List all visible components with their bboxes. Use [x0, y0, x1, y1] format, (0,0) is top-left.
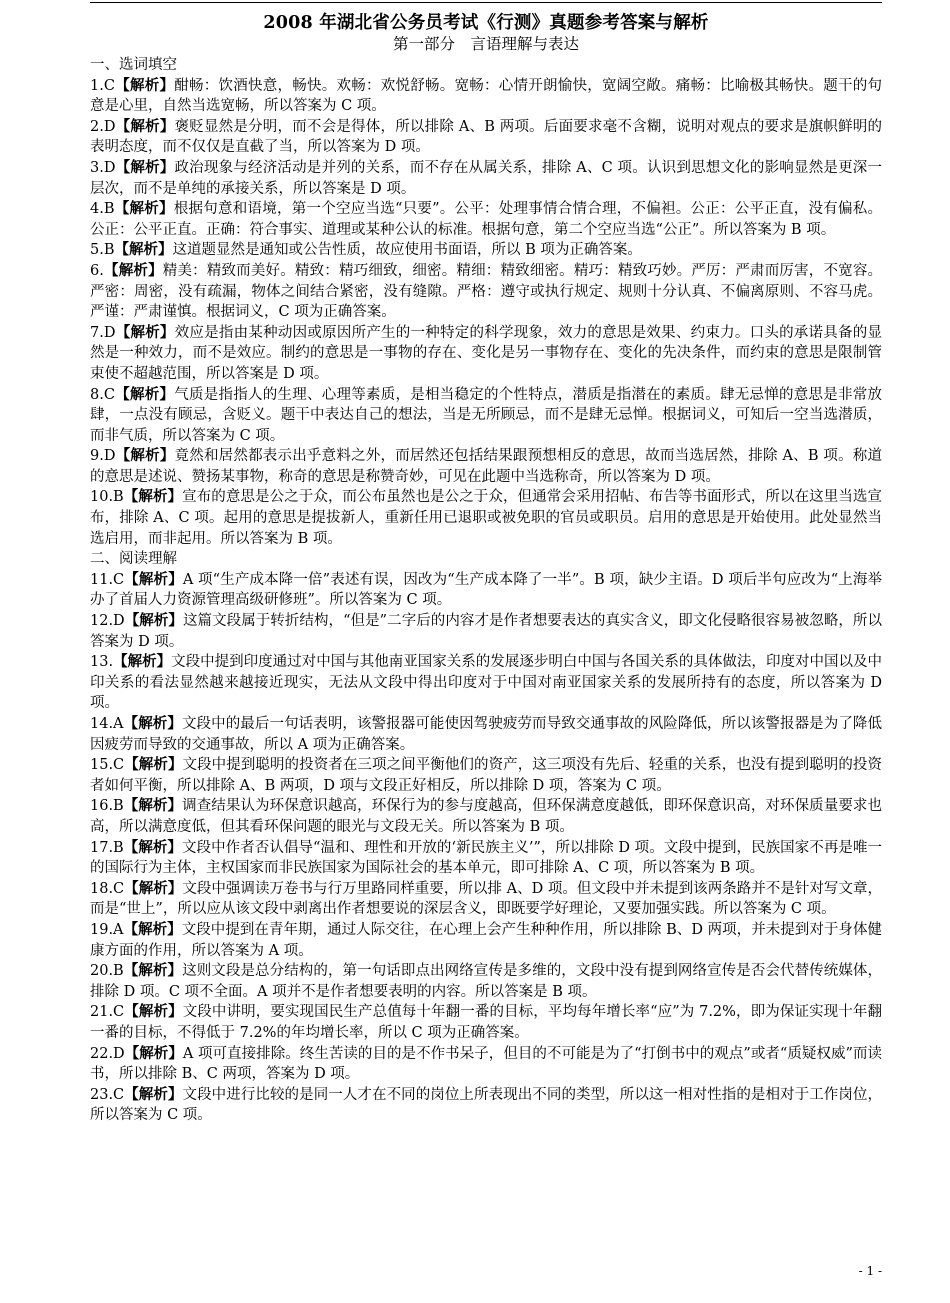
answer-item: [90, 838, 882, 879]
answer-number: 16.B: [90, 798, 124, 815]
section-heading: 二、阅读理解: [90, 551, 177, 568]
answer-text: 文段中提到在青年期，通过人际交往，在心理上会产生种种作用，所以排除 B、D 两项，并未提到对于身体健康方面的作用，所以答案为 A 项。: [90, 921, 882, 959]
section-reading-comprehension: [90, 549, 882, 1126]
answer-item: [90, 796, 882, 837]
analysis-tag: 【解析】: [115, 117, 175, 135]
part-subtitle: 第一部分 言语理解与表达: [392, 35, 579, 53]
analysis-tag: 【解析】: [114, 241, 173, 259]
analysis-tag: 【解析】: [124, 612, 183, 630]
answer-item: [90, 487, 882, 549]
answer-number: 17.B: [90, 839, 124, 856]
analysis-tag: 【解析】: [124, 1085, 183, 1103]
answer-item: [90, 611, 882, 652]
answer-text: 调查结果认为环保意识越高，环保行为的参与度越高，但环保满意度越低，即环保意识高，对环保质量要求也高，所以满意度低，但其看环保问题的眼光与文段无关。所以答案为 B 项。: [90, 798, 883, 835]
answer-item: [90, 117, 882, 158]
analysis-tag: 【解析】: [113, 653, 172, 671]
analysis-tag: 【解析】: [123, 715, 182, 732]
answer-item: [90, 385, 882, 447]
answer-number: 2.D: [90, 118, 116, 135]
analysis-tag: 【解析】: [123, 797, 183, 815]
answer-text: 宣布的意思是公之于众，而公布虽然也是公之于众，但通常会采用招帖、布告等书面形式，所以在这里当选宣布，排除 A、C 项。起用的意思是提拔新人，重新任用已退职或被免职的官员或职员。启用的意思是开始使用。此处显然当选启用，而非起用。所以答案为 B 项。: [90, 489, 883, 547]
answer-text: 酣畅：饮酒快意，畅快。欢畅：欢悦舒畅。宽畅：心情开朗愉快，宽阔空敞。痛畅：比喻极其畅快。题干的句意是心里，自然当选宽畅，所以答案为 C 项。: [90, 77, 883, 115]
answer-number: 9.D: [90, 448, 116, 465]
answer-item: [90, 76, 882, 117]
document-title: 2008 年湖北省公务员考试《行测》真题参考答案与解析: [263, 13, 709, 33]
answer-text: 这篇文段属于转折结构，“但是”二字后的内容才是作者想要表达的真实含义，即文化侵略很容易被忽略，所以答案为 D 项。: [90, 613, 882, 650]
answer-text: 气质是指指人的生理、心理等素质，是相当稳定的个性特点，潜质是指潜在的素质。肆无忌惮的意思是非常放肆，一点没有顾忌，含贬义。题干中表达自己的想法，当是无所顾忌，而不是肆无忌惮。根据词义，可知后一空当选潜质，而非气质，所以答案为 C 项。: [90, 386, 883, 444]
answer-item: [90, 199, 882, 240]
answer-number: 13.: [90, 654, 114, 671]
answer-number: 1.C: [90, 77, 115, 94]
answer-item: [90, 240, 882, 261]
answer-number: 3.D: [90, 159, 116, 176]
answer-text: 这则文段是总分结构的，第一句话即点出网络宣传是多维的，文段中没有提到网络宣传是否会代替传统媒体，排除 D 项。C 项不全面。A 项并不是作者想要表明的内容。所以答案是 B 项。: [90, 963, 883, 1000]
answer-text: 文段中强调读万卷书与行万里路同样重要，所以排 A、D 项。但文段中并未提到该两条路并不是针对写文章，而是“世上”，所以应从该文段中剥离出作者想要说的深层含义，即既要学好理论，又要加强实践。所以答案为 C 项。: [90, 880, 883, 918]
answer-number: 6.: [90, 262, 104, 279]
answer-text: 文段中提到聪明的投资者在三项之间平衡他们的资产，这三项没有先后、轻重的关系，也没有提到聪明的投资者如何平衡，所以排除 A、B 两项，D 项与文段正好相反，所以排除 D 项，答案为 C 项。: [90, 757, 883, 794]
answer-number: 23.C: [90, 1086, 125, 1103]
answer-number: 12.D: [90, 613, 125, 630]
analysis-tag: 【解析】: [114, 385, 175, 403]
analysis-tag: 【解析】: [124, 570, 183, 588]
answer-text: 精美：精致而美好。精致：精巧细致，细密。精细：精致细密。精巧：精致巧妙。严厉：严肃而厉害，不宽容。严密：周密，没有疏漏，物体之间结合紧密，没有缝隙。严格：遵守或执行规定、规则十分认真、不偏离原则、不容马虎。严谨：严肃谨慎。根据词义，C 项为正确答案。: [90, 262, 883, 321]
answer-text: A 项“生产成本降一倍”表述有误，因改为“生产成本降了一半”。B 项，缺少主语。D 项后半句应改为“上海举办了首届人力资源管理高级研修班”。所以答案为 C 项。: [90, 571, 883, 609]
answer-text: A 项可直接排除。终生苦读的目的是不作书呆子，但目的不可能是为了“打倒书中的观点”或者“质疑权威”而读书，所以排除 B、C 两项，答案为 D 项。: [90, 1045, 883, 1083]
answer-item: [90, 920, 882, 961]
answer-text: 政治现象与经济活动是并列的关系，而不存在从属关系，排除 A、C 项。认识到思想文化的影响显然是更深一层次，而不是单纯的承接关系，所以答案是 D 项。: [90, 159, 883, 197]
answer-number: 5.B: [90, 242, 115, 259]
answer-item: [90, 261, 882, 323]
page-number: - 1 -: [858, 1264, 882, 1278]
analysis-tag: 【解析】: [124, 1003, 183, 1021]
answer-text: 文段中讲明，要实现国民生产总值每十年翻一番的目标，平均每年增长率“应”为 7.2%，即为保证实现十年翻一番的目标，不得低于 7.2%的年均增长率，所以 C 项为正确答案。: [90, 1004, 882, 1041]
answer-text: 效应是指由某种动因或原因所产生的一种特定的科学现象，效力的意思是效果、约束力。口头的承诺具备的显然是一种效力，而不是效应。制约的意思是一事物的存在、变化是另一事物存在、变化的先决条件，而约束的意思是限制管束使不超越范围，所以答案是 D 项。: [90, 324, 883, 382]
answer-item: [90, 961, 882, 1002]
answer-item: [90, 1002, 882, 1043]
section-fill-in-words: [90, 55, 882, 549]
answer-text: 褒贬显然是分明，而不会是得体，所以排除 A、B 两项。后面要求毫不含糊，说明对观点的要求是旗帜鲜明的表明态度，而不仅仅是直截了当，所以答案为 D 项。: [90, 118, 883, 156]
answer-number: 10.B: [90, 489, 124, 506]
analysis-tag: 【解析】: [114, 200, 174, 218]
answer-text: 文段中作者否认倡导“温和、理性和开放的‘新民族主义’”，所以排除 D 项。文段中提到，民族国家不再是唯一的国际行为主体，主权国家而非民族国家为国际社会的基本单元，即可排除 A、C 项，所以答案为 B 项。: [90, 839, 883, 877]
document-page: [90, 12, 882, 1126]
answer-text: 这道题显然是通知或公告性质，故应使用书面语，所以 B 项为正确答案。: [172, 242, 642, 259]
analysis-tag: 【解析】: [123, 962, 183, 980]
answer-number: 18.C: [90, 880, 125, 897]
analysis-tag: 【解析】: [115, 447, 175, 465]
answer-item: [90, 158, 882, 199]
analysis-tag: 【解析】: [114, 76, 175, 94]
analysis-tag: 【解析】: [124, 879, 183, 897]
analysis-tag: 【解析】: [123, 838, 182, 856]
answer-number: 20.B: [90, 963, 124, 980]
analysis-tag: 【解析】: [123, 920, 182, 938]
answer-item: [90, 755, 882, 796]
answer-number: 21.C: [90, 1004, 125, 1021]
answer-text: 文段中提到印度通过对中国与其他南亚国家关系的发展逐步明白中国与各国关系的具体做法，印度对中国以及中印关系的看法显然越来越接近现实，无法从文段中得出印度对于中国对南亚国家关系的发展所持有的态度，所以答案为 D 项。: [90, 654, 883, 712]
answer-text: 竟然和居然都表示出乎意料之外，而居然还包括结果跟预想相反的意思，故而当选居然，排除 A、B 项。称道的意思是述说、赞扬某事物，称奇的意思是称赞奇妙，可见在此题中当选称奇，所以答案为 D 项。: [90, 448, 883, 485]
answer-number: 4.B: [90, 201, 115, 218]
header-rule: [90, 2, 882, 3]
answer-item: [90, 1044, 882, 1085]
answer-item: [90, 323, 882, 385]
answer-text: 文段中进行比较的是同一人才在不同的岗位上所表现出不同的类型，所以这一相对性指的是相对于工作岗位，所以答案为 C 项。: [90, 1086, 883, 1124]
answer-number: 14.A: [90, 716, 124, 732]
answer-number: 19.A: [90, 921, 124, 938]
answer-item: [90, 1085, 882, 1126]
section-heading: 一、选词填空: [90, 57, 177, 73]
analysis-tag: 【解析】: [123, 488, 183, 506]
analysis-tag: 【解析】: [103, 261, 163, 279]
answer-number: 7.D: [90, 324, 116, 341]
answer-number: 11.C: [90, 571, 125, 588]
answer-number: 22.D: [90, 1045, 125, 1062]
answer-number: 8.C: [90, 386, 115, 403]
answer-text: 文段中的最后一句话表明，该警报器可能使因驾驶疲劳而导致交通事故的风险降低，所以该警报器是为了降低因疲劳而导致的交通事故，所以 A 项为正确答案。: [90, 716, 883, 753]
answer-item: [90, 879, 882, 920]
answer-item: [90, 570, 882, 611]
answer-text: 根据句意和语境，第一个空应当选“只要”。公平：处理事情合情合理，不偏袒。公正：公平正直，没有偏私。公正：公平正直。正确：符合事实、道理或某种公认的标准。根据句意，第二个空应当选“公正”。所以答案为 B 项。: [90, 201, 883, 238]
answer-item: [90, 652, 882, 714]
answer-item: [90, 446, 882, 487]
analysis-tag: 【解析】: [124, 1044, 183, 1062]
analysis-tag: 【解析】: [115, 158, 175, 176]
answer-item: [90, 714, 882, 755]
analysis-tag: 【解析】: [124, 756, 183, 774]
answer-number: 15.C: [90, 757, 125, 774]
analysis-tag: 【解析】: [115, 323, 175, 341]
